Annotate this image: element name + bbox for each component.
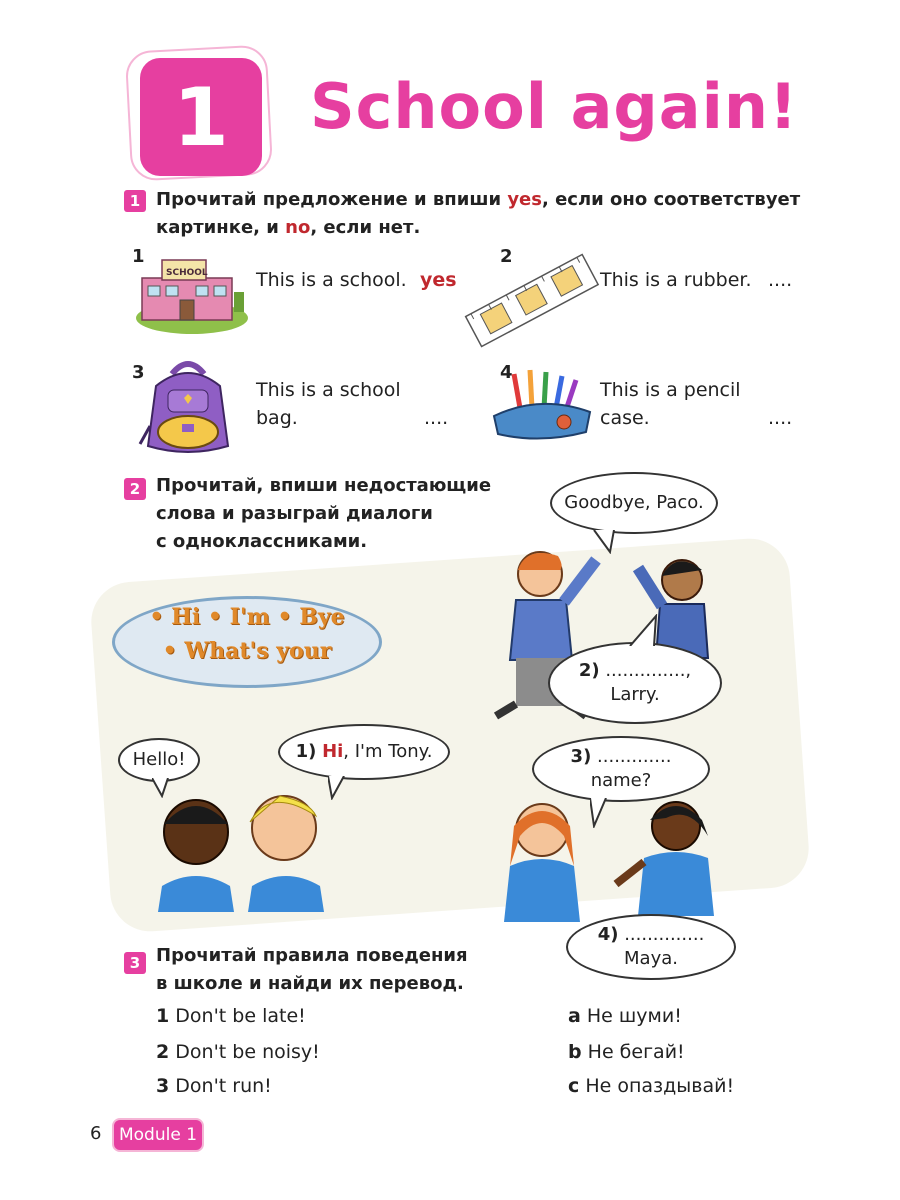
exercise-3-number: 3 [124,952,146,974]
item-1-answer: yes [420,269,457,291]
word-box-line-1: • Hi • I'm • Bye [149,604,345,630]
rule-2: 2 Don't be noisy! [156,1041,320,1063]
item-4-number: 4 [500,362,513,383]
exercise-1-instruction: Прочитай предложение и впиши yes, если оно соответствует картинке, и no, если нет. [156,189,801,238]
speech-bubble-goodbye: Goodbye, Paco. [550,472,718,534]
speech-bubble-3: 3) ............. name? [532,736,710,802]
translation-b: b Не бегай! [568,1041,685,1063]
exercise-2-number: 2 [124,478,146,500]
item-3-number: 3 [132,362,145,383]
item-1-number: 1 [132,246,145,267]
speech-bubble-1: 1) Hi, I'm Tony. [278,724,450,780]
unit-number: 1 [173,70,229,164]
exercise-1-number: 1 [124,190,146,212]
item-4-answer: .... [768,407,793,429]
item-2-number: 2 [500,246,513,267]
item-2-sentence: This is a rubber. [600,269,752,291]
school-sign-text: SCHOOL [166,268,208,278]
exercise-3-instruction: Прочитай правила поведения в школе и найди их перевод. [156,945,468,994]
school-building-illustration [136,248,248,334]
speech-bubble-4: 4) .............. Maya. [566,914,736,980]
exercise-2-instruction: Прочитай, впиши недостающие слова и разыграй диалоги с одноклассниками. [156,475,492,552]
translation-c: c Не опаздывай! [568,1075,735,1097]
unit-title: School again! [310,70,799,143]
speech-bubble-hello: Hello! [118,738,200,782]
unit-number-badge [140,58,262,176]
bubble-tail [626,614,666,646]
item-1-sentence: This is a school. [256,269,407,291]
rule-3: 3 Don't run! [156,1075,272,1097]
item-2-answer: .... [768,269,793,291]
rule-1: 1 Don't be late! [156,1005,306,1027]
school-bag-illustration [134,356,242,458]
item-4-sentence: This is a pencil case. [600,379,741,429]
bubble-tail [328,776,352,800]
girls-greeting-illustration [490,796,736,926]
item-3-sentence: This is a school bag. [256,379,401,429]
page-number: 6 [90,1123,102,1144]
item-3-answer: .... [424,407,449,429]
module-label: Module 1 [112,1118,204,1152]
word-box-line-2: • What's your [162,638,332,664]
boys-greeting-illustration [150,782,330,912]
pencil-case-illustration [490,368,596,440]
speech-bubble-2: 2) .............., Larry. [548,642,722,724]
word-box-text [112,604,382,664]
translation-a: a Не шуми! [568,1005,682,1027]
ruler-illustration [462,240,600,362]
